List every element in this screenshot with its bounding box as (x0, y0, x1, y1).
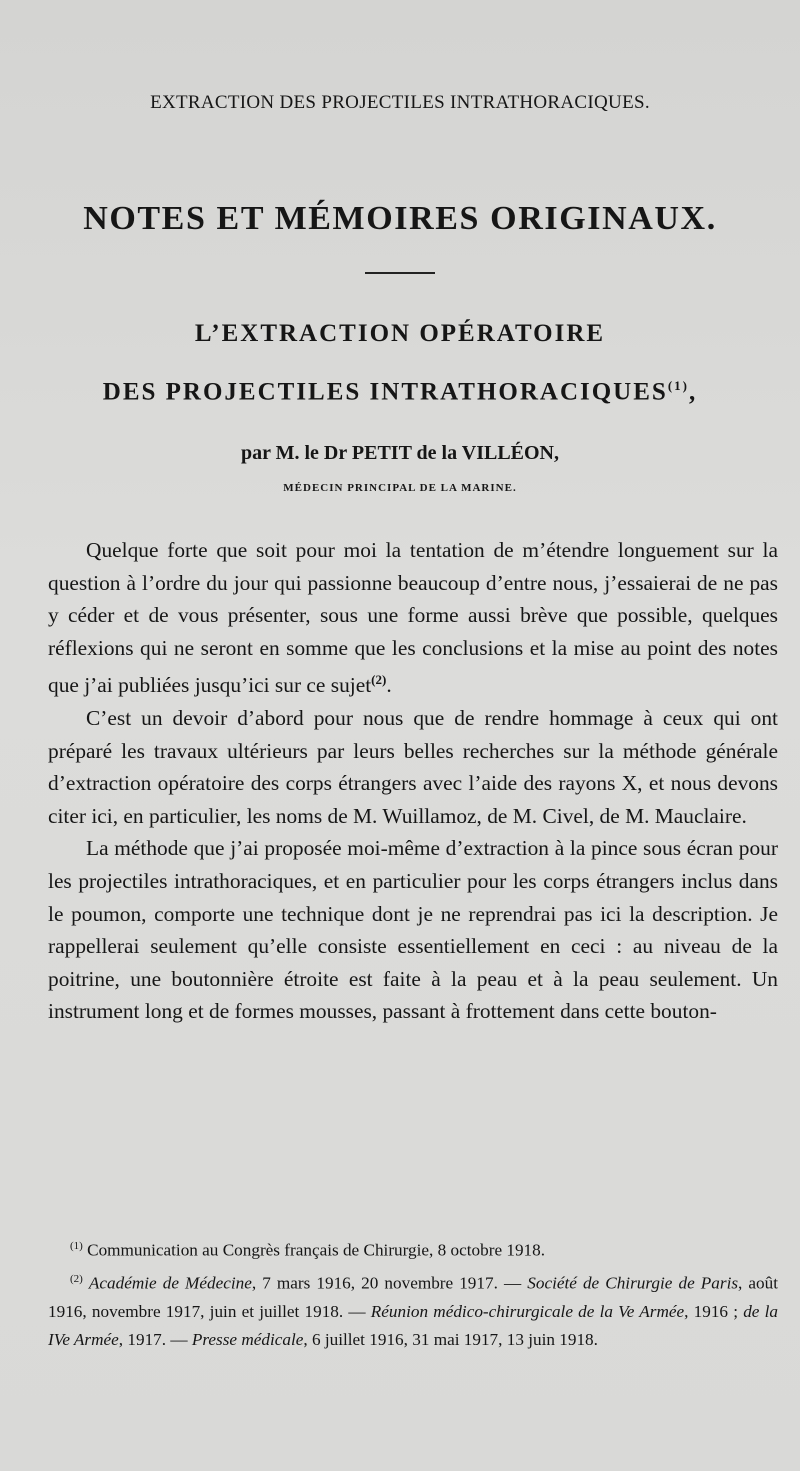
footnote-citation-title: Société de Chirurgie de Paris (527, 1273, 739, 1293)
footnote-mark: (2) (70, 1272, 83, 1285)
footnote-1 (48, 1232, 778, 1265)
paragraph-text: La méthode que j’ai proposée moi-même d’extraction à la pince sous écran pour les projectiles intrathoraciques, et en particulier pour les corps étrangers inclus dans le poumon, comporte une technique dont je ne reprendrai pas ici la description. Je rappellerai seulement qu’elle consiste essentiellement en ceci : au niveau de la poitrine, une boutonnière étroite est faite à la peau et à la peau seulement. Un instrument long et de formes mousses, passant à frottement dans cette bouton- (48, 836, 778, 1024)
footnote-mark: (1) (70, 1240, 83, 1252)
footnote-citation-detail: , 1916 ; (684, 1301, 744, 1321)
article-body (48, 534, 778, 1028)
footnote-2 (48, 1265, 778, 1354)
title-trailing-punct: , (688, 378, 698, 406)
footnote-citation-title: Réunion médico-chirurgicale de la Ve Armée (370, 1301, 685, 1321)
paragraph-footnote-mark[interactable]: (2) (371, 672, 387, 688)
paragraph-trailing: . (386, 673, 392, 698)
author-affiliation: MÉDECIN PRINCIPAL DE LA MARINE. (283, 482, 517, 494)
footnotes (48, 1232, 778, 1354)
paragraph (48, 702, 778, 832)
article-title-line-2 (0, 378, 800, 406)
footnote-text (48, 1274, 778, 1349)
title-footnote-mark[interactable]: (1) (667, 378, 689, 393)
paragraph-text: Quelque forte que soit pour moi la tentation de m’étendre longuement sur la question à l’ordre du jour qui passionne beaucoup d’entre nous, j’essaierai de ne pas y céder et de vous présenter, sous une forme aussi brève que possible, quelques réflexions qui ne seront en somme que les conclusions et la mise au point des notes que j’ai publiées jusqu’ici sur ce sujet (48, 538, 778, 698)
title-divider (365, 272, 435, 274)
article-title-text: DES PROJECTILES INTRATHORACIQUES (102, 378, 668, 406)
footnote-citation-detail: , 7 mars 1916, 20 novembre 1917. — (251, 1273, 528, 1293)
footnote-citation-detail: , 6 juillet 1916, 31 mai 1917, 13 juin 1918. (303, 1330, 598, 1350)
footnote-citation-title: de la IVe Armée (48, 1301, 778, 1350)
paragraph (48, 832, 778, 1028)
footnote-citation-title: Presse médicale (191, 1330, 304, 1350)
author-byline: par M. le Dr PETIT de la VILLÉON, (240, 442, 559, 464)
paragraph-text: C’est un devoir d’abord pour nous que de rendre hommage à ceux qui ont préparé les travaux ultérieurs par leurs belles recherches sur la méthode générale d’extraction opératoire des corps étrangers avec l’aide des rayons X, et nous devons citer ici, en particulier, les noms de M. Wuillamoz, de M. Civel, de M. Mauclaire. (48, 706, 778, 828)
footnote-citation-detail: , août 1916, novembre 1917, juin et juillet 1918. — (48, 1273, 779, 1321)
running-head: EXTRACTION DES PROJECTILES INTRATHORACIQUES. (150, 92, 650, 113)
footnote-citation-title: Académie de Médecine (88, 1273, 252, 1293)
paragraph (48, 534, 778, 702)
section-title: NOTES ET MÉMOIRES ORIGINAUX. (83, 200, 717, 237)
footnote-citation-detail: , 1917. — (118, 1330, 192, 1350)
footnote-text: Communication au Congrès français de Chirurgie, 8 octobre 1918. (87, 1240, 546, 1260)
article-title-line-1: L’EXTRACTION OPÉRATOIRE (194, 320, 606, 347)
